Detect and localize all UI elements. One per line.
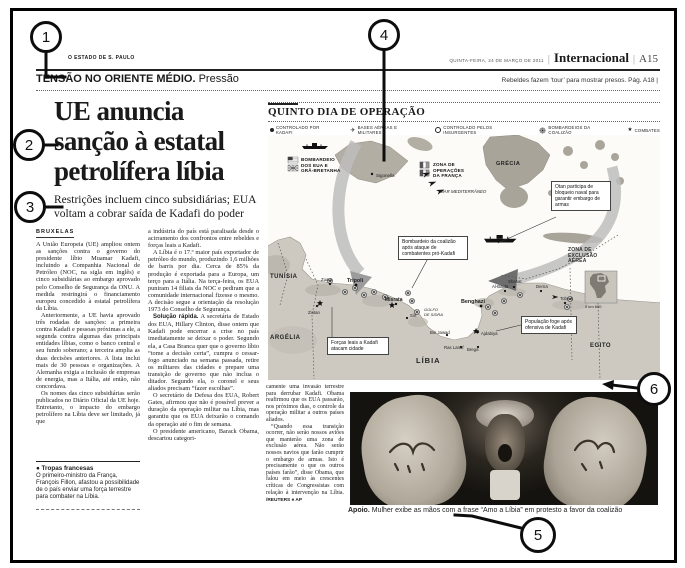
country-label-argelia: ARGÉLIA bbox=[270, 335, 301, 341]
country-label-grecia: GRÉCIA bbox=[496, 161, 521, 167]
paragraph: Anteriormente, a UE havia aprovado três rodadas de sanções: a primeira contra Kadafi e pessoas próximas a ele, a segunda contra algumas das principais entidades líbias, como o banco central e seu fundo soberano; a terceira amplia as duas decisões anteriores. A lista inclui mais de 30 pessoas e organizações. A Alemanha exigia a inclusão de empresas de energia, mas a Itália, até então, não concordava. bbox=[36, 311, 140, 390]
divider bbox=[36, 509, 140, 510]
paragraph: “Quando essa transição ocorrer, não serão nossos aviões que manterão uma zona de exclusão aérea. Não serão nossos navios que farão cumprir o embargo de armas. Isto é precisamente o que os outros países farão”, disse Obama, que falou em meio às crescentes críticas de Congressistas com relação à intervenção na Líbia. /REUTERS e AP bbox=[266, 423, 344, 504]
city-label-sigonella: Sigonella bbox=[376, 173, 395, 178]
city-label-raslanuf: Ras Lanuf bbox=[444, 345, 464, 350]
callout-3: 3 bbox=[14, 191, 46, 223]
photo-caption bbox=[348, 507, 660, 514]
body-column-1 bbox=[36, 241, 140, 457]
bombing-icon bbox=[539, 127, 546, 134]
legend-label: BASES AÉREAS E MILITARES bbox=[357, 125, 398, 135]
us-uk-bombing-label: BOMBARDEIO DOS EUA E GRÃ-BRETANHA bbox=[301, 157, 341, 174]
city-label-zuara: Zuara bbox=[321, 277, 333, 282]
callout-6: 6 bbox=[637, 372, 671, 406]
legend-label: COMBATES bbox=[634, 127, 660, 133]
infographic-title-rule bbox=[268, 103, 298, 105]
nato-blockade-box: Otan participa de bloqueio naval para garantir embargo de armas bbox=[551, 181, 611, 211]
loyalist-attack-box: Forças leais a Kadafi atacam cidade bbox=[327, 337, 389, 355]
legend-label: CONTROLADO PELOS INSURGENTES bbox=[443, 125, 493, 135]
hand-writing-marks bbox=[350, 392, 658, 505]
headline-line-2: sanção à estatal bbox=[54, 126, 225, 156]
masthead-rule bbox=[36, 69, 660, 71]
section-name: Internacional bbox=[553, 50, 630, 65]
headline-line-3: petrolífera líbia bbox=[54, 156, 225, 186]
separator: | bbox=[633, 54, 636, 65]
africa-inset-map bbox=[585, 271, 617, 303]
france-zone-label: ZONA DE OPERAÇÕES DA FRANÇA bbox=[433, 162, 465, 179]
body-column-2 bbox=[148, 228, 259, 457]
city-label-shahat: Shahat bbox=[508, 279, 522, 284]
population-flees-box: População foge após ofensiva de Kadafi bbox=[521, 316, 577, 334]
city-label-benghazi: Benghazi bbox=[461, 299, 485, 305]
paragraph: Solução rápida. A secretária de Estado dos EUA, Hillary Clinton, disse ontem que Kadafi pode encerrar a crise no país imediatamente se deixar o poder. Segundo ela, a Casa Branca quer que o governo líbio “tome a decisão certa”, cumpra o cessar-fogo anunciado na semana passada, retire os militares das cidades e prepare uma transição de governo que não inclua o ditador. Segundo ela, o coronel e seus aliados precisam “fazer escolhas”. bbox=[148, 313, 259, 393]
city-label-albaida: Al-Baida bbox=[492, 284, 509, 289]
masthead-right bbox=[449, 50, 658, 66]
caption-lead: Apoio. bbox=[348, 507, 370, 514]
infographic-title: QUINTO DIA DE OPERAÇÃO bbox=[268, 106, 426, 118]
legend-label: CONTROLADO POR KADAFI bbox=[275, 125, 320, 135]
city-label-tripoli: Trípoli bbox=[347, 278, 364, 284]
city-label-misrata: Misrata bbox=[385, 297, 403, 303]
page-number: A15 bbox=[639, 53, 658, 65]
country-label-tunisia: TUNÍSIA bbox=[270, 274, 298, 280]
gulf-label: DE SIDRA bbox=[424, 312, 443, 317]
paragraph-lead: Solução rápida. bbox=[153, 314, 199, 321]
airbase-icon: ✈ bbox=[350, 127, 356, 134]
callout-5: 5 bbox=[520, 517, 556, 553]
paper-name: O ESTADO DE S. PAULO bbox=[68, 55, 135, 61]
gulf-label: GOLFO bbox=[424, 307, 439, 312]
brief-rule bbox=[36, 461, 140, 462]
callout-1: 1 bbox=[30, 21, 62, 53]
combat-icon: ★ bbox=[627, 127, 633, 133]
city-label-tobruk: Tobruk bbox=[560, 296, 573, 301]
byline: BRUXELAS bbox=[36, 229, 74, 238]
body-column-3 bbox=[266, 384, 344, 530]
deck: Restrições incluem cinco subsidiárias; EUA voltam a cobrar saída de Kadafi do poder bbox=[54, 194, 256, 220]
callout-2: 2 bbox=[13, 129, 45, 161]
divider bbox=[36, 90, 660, 91]
headline-line-1: UE anuncia bbox=[54, 96, 184, 126]
country-label-libia: LÍBIA bbox=[416, 356, 441, 365]
paragraph: camente uma invasão terrestre para derrubar Kadafi. Obama reafirmou que os EUA passarão, nos próximos dias, o controle da operação militar a outros países aliados. bbox=[266, 384, 344, 423]
coalition-bombing-box: Bombardeio da coalizão após ataque de combatentes pró-Kadafi bbox=[398, 236, 468, 260]
insurgent-control-icon bbox=[435, 127, 441, 133]
brief-title: ● Tropas francesas bbox=[36, 465, 94, 472]
callout-4: 4 bbox=[368, 19, 400, 51]
city-label-binjawad: Bin Jawad bbox=[430, 330, 450, 335]
kicker bbox=[36, 73, 239, 85]
city-label-sirt: Sirt bbox=[410, 313, 417, 318]
legend-label: BOMBARDEIOS DA COALIZÃO bbox=[548, 125, 591, 135]
country-label-egito: EGITO bbox=[590, 343, 612, 349]
no-fly-zone-label: ZONA DE EXCLUSÃO AÉREA bbox=[568, 247, 598, 265]
city-label-zintan: Zintan bbox=[308, 310, 320, 315]
teaser: Rebeldes fazem ‘tour’ para mostrar presos. Pág. A18 | bbox=[501, 77, 658, 84]
city-label-ajdabiya: Ajdabiya bbox=[481, 331, 498, 336]
divider bbox=[268, 102, 660, 103]
date-line: QUINTA-FEIRA, 24 DE MARÇO DE 2011 bbox=[449, 58, 544, 63]
kadafi-control-icon bbox=[270, 128, 274, 132]
divider bbox=[268, 121, 660, 122]
city-label-brega: Brega bbox=[467, 347, 479, 352]
paragraph: Os nomes das cinco subsidiárias serão publicados no Diário Oficial da UE hoje. Entretanto, o impacto do embargo petrolífero na Líbia deve ser limitado, já que bbox=[36, 389, 140, 426]
sea-label: MAR MEDITERRÂNEO bbox=[440, 189, 487, 194]
kicker-bold: TENSÃO NO ORIENTE MÉDIO. bbox=[36, 73, 196, 85]
bullet-icon: ● bbox=[36, 465, 40, 472]
paragraph: O presidente americano, Barack Obama, descartou categori- bbox=[148, 427, 259, 442]
brief-text: O primeiro-ministro da França, François Fillon, afastou a possibilidade de o país enviar uma força terrestre para combater na Líbia. bbox=[36, 473, 140, 500]
protest-photo bbox=[350, 392, 658, 505]
separator: | bbox=[547, 54, 550, 65]
agency-credit: /REUTERS e AP bbox=[266, 498, 303, 504]
caption-text: Mulher exibe as mãos com a frase “Amo a Líbia” em protesto a favor da coalizão bbox=[369, 507, 623, 514]
headline bbox=[54, 96, 270, 186]
map-legend bbox=[270, 125, 660, 135]
map-scale: 0 km 600 bbox=[585, 304, 602, 309]
paragraph: A Líbia é o 17.º maior país exportador de petróleo do mundo, produzindo 1,6 milhões de barris por dia. Cerca de 85% da produção é exportada para a Europa, um terço para a Itália. Na terça-feira, os EUA puniram 14 filiais da NOC e pediram que a comunidade internacional fizesse o mesmo. A decisão segue a orientação da resolução 1973 do Conselho de Segurança. bbox=[148, 249, 259, 314]
paragraph: a indústria do país está paralisada desde o acirramento dos confrontos entre rebeldes e forças leais a Kadafi. bbox=[148, 228, 259, 250]
paragraph: A União Europeia (UE) ampliou ontem as sanções contra o governo do presidente líbio Muamar Kadafi, incluindo a Companhia Nacional de Petróleo (NOC, na sigla em inglês) e cinco subsidiárias ao embargo aprovado pelo Conselho de Segurança da ONU. A medida restringirá o financiamento europeu concedido à estatal petrolífera da Líbia. bbox=[36, 241, 140, 312]
city-label-derna: Derna bbox=[536, 284, 548, 289]
kicker-regular: Pressão bbox=[195, 73, 239, 85]
paragraph: O secretário de Defesa dos EUA, Robert Gates, afirmou que não é possível prever a duração da operação militar na Líbia, mas garantiu que os EUA deixarão o comando da operação até o fim de semana. bbox=[148, 392, 259, 428]
